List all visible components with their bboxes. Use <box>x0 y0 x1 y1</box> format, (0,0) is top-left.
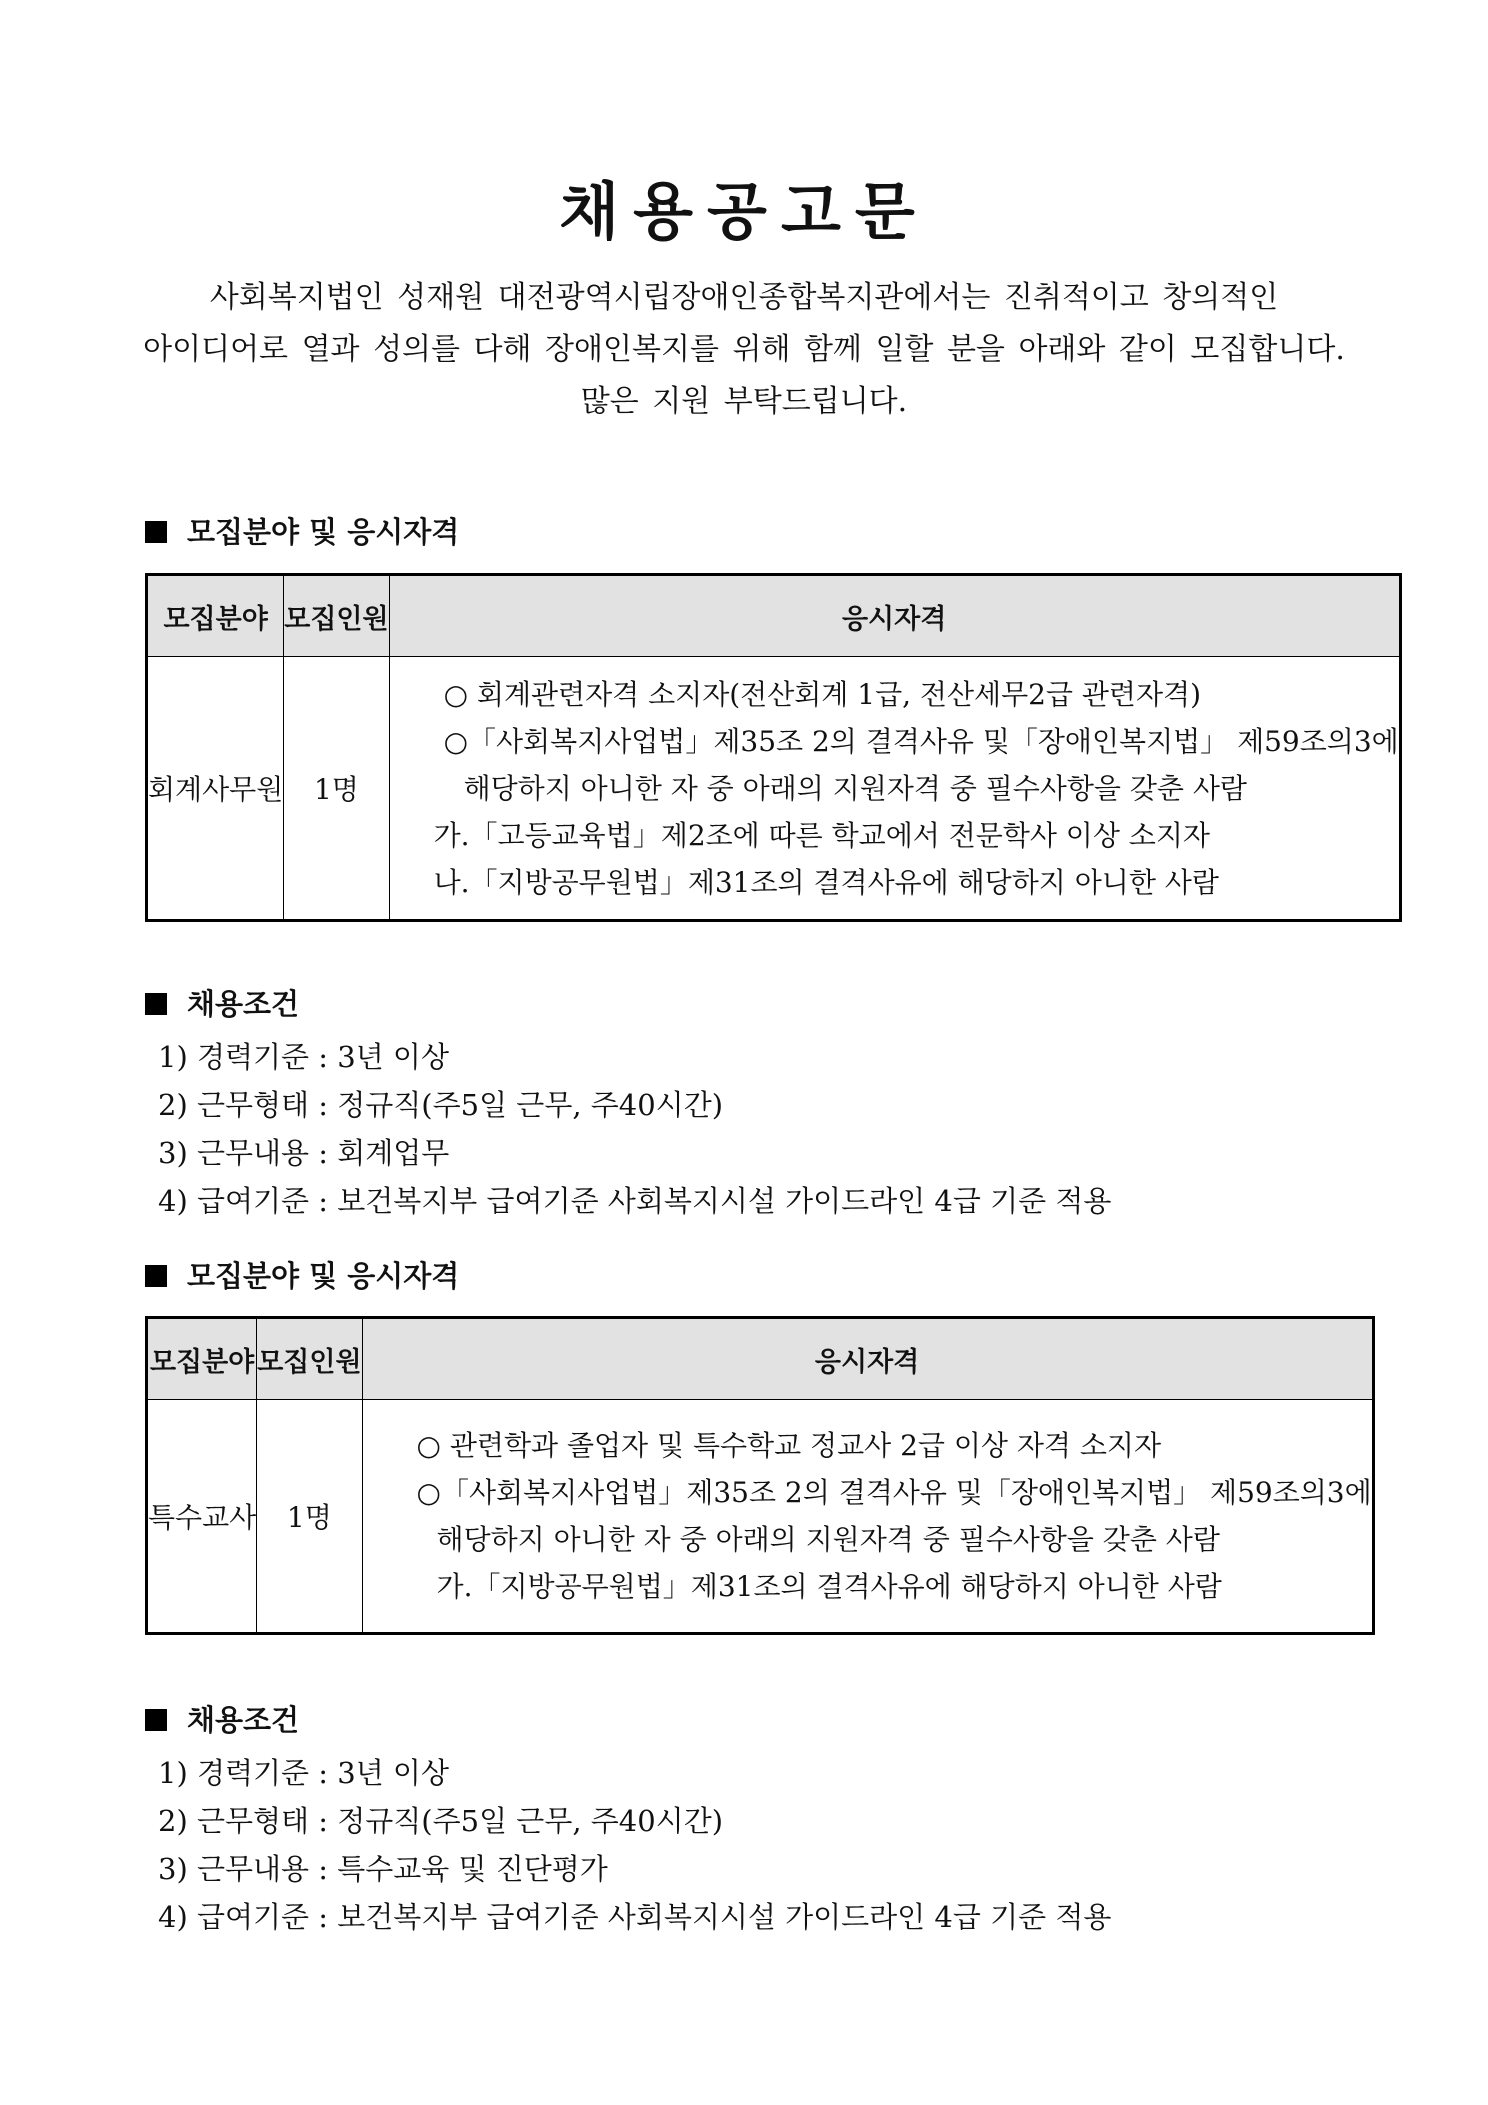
field-cell: 회계사무원 <box>147 657 284 921</box>
qualification-line: ○ 회계관련자격 소지자(전산회계 1급, 전산세무2급 관련자격) <box>443 677 1201 711</box>
condition-item: 1) 경력기준 : 3년 이상 <box>158 1040 449 1074</box>
count-cell: 1명 <box>257 1400 362 1634</box>
square-bullet-icon <box>145 521 167 543</box>
header-count: 모집인원 <box>284 575 389 657</box>
table-header-row <box>147 1318 1374 1400</box>
section-heading-label: 채용조건 <box>187 1703 300 1737</box>
field-cell: 특수교사 <box>147 1400 257 1634</box>
header-field: 모집분야 <box>147 1318 257 1400</box>
section-heading-label: 모집분야 및 응시자격 <box>187 1259 460 1293</box>
square-bullet-icon <box>145 1265 167 1287</box>
condition-item: 1) 경력기준 : 3년 이상 <box>158 1756 449 1790</box>
condition-item: 4) 급여기준 : 보건복지부 급여기준 사회복지시설 가이드라인 4급 기준 적용 <box>158 1184 1112 1218</box>
intro-line: 많은 지원 부탁드립니다. <box>580 384 908 419</box>
intro-paragraph <box>120 272 1368 428</box>
table-row <box>147 657 1401 921</box>
conditions-list-2 <box>158 1749 1111 1941</box>
qualification-line: ○「사회복지사업법」제35조 2의 결격사유 및「장애인복지법」 제59조의3에 <box>416 1476 1372 1509</box>
header-qualification: 응시자격 <box>389 575 1400 657</box>
intro-line: 사회복지법인 성재원 대전광역시립장애인종합복지관에서는 진취적이고 창의적인 <box>209 280 1279 315</box>
table-row <box>147 1400 1374 1634</box>
header-count: 모집인원 <box>257 1318 362 1400</box>
recruit-table-1 <box>145 573 1402 922</box>
section-heading-label: 채용조건 <box>187 987 300 1021</box>
count-cell: 1명 <box>284 657 389 921</box>
square-bullet-icon <box>145 1709 167 1731</box>
qualification-cell <box>362 1400 1373 1634</box>
qualification-line: ○ 관련학과 졸업자 및 특수학교 정교사 2급 이상 자격 소지자 <box>416 1429 1161 1462</box>
square-bullet-icon <box>145 993 167 1015</box>
condition-item: 3) 근무내용 : 회계업무 <box>158 1136 450 1170</box>
conditions-list-1 <box>158 1033 1111 1225</box>
condition-item: 4) 급여기준 : 보건복지부 급여기준 사회복지시설 가이드라인 4급 기준 적용 <box>158 1900 1112 1934</box>
qualification-line: 해당하지 아니한 자 중 아래의 지원자격 중 필수사항을 갖춘 사람 <box>463 771 1247 805</box>
qualification-line: 해당하지 아니한 자 중 아래의 지원자격 중 필수사항을 갖춘 사람 <box>436 1523 1220 1556</box>
intro-line: 아이디어로 열과 성의를 다해 장애인복지를 위해 함께 일할 분을 아래와 같이 모집합니다. <box>143 332 1345 367</box>
condition-item: 3) 근무내용 : 특수교육 및 진단평가 <box>158 1852 608 1886</box>
recruit-table-2 <box>145 1316 1375 1635</box>
section-heading-conditions-2 <box>145 1700 299 1740</box>
qualification-line: 가.「지방공무원법」제31조의 결격사유에 해당하지 아니한 사람 <box>436 1570 1222 1603</box>
header-field: 모집분야 <box>147 575 284 657</box>
qualification-line: ○「사회복지사업법」제35조 2의 결격사유 및「장애인복지법」 제59조의3에 <box>443 724 1399 758</box>
qualification-line: 가.「고등교육법」제2조에 따른 학교에서 전문학사 이상 소지자 <box>433 818 1210 852</box>
section-heading-recruit-1 <box>145 512 459 552</box>
section-heading-conditions-1 <box>145 984 299 1024</box>
qualification-line: 나.「지방공무원법」제31조의 결격사유에 해당하지 아니한 사람 <box>433 865 1219 899</box>
section-heading-recruit-2 <box>145 1256 459 1296</box>
section-heading-label: 모집분야 및 응시자격 <box>187 515 460 549</box>
condition-item: 2) 근무형태 : 정규직(주5일 근무, 주40시간) <box>158 1804 724 1838</box>
page-title: 채용공고문 <box>559 175 929 248</box>
qualification-cell <box>389 657 1400 921</box>
table-header-row <box>147 575 1401 657</box>
header-qualification: 응시자격 <box>362 1318 1373 1400</box>
condition-item: 2) 근무형태 : 정규직(주5일 근무, 주40시간) <box>158 1088 724 1122</box>
